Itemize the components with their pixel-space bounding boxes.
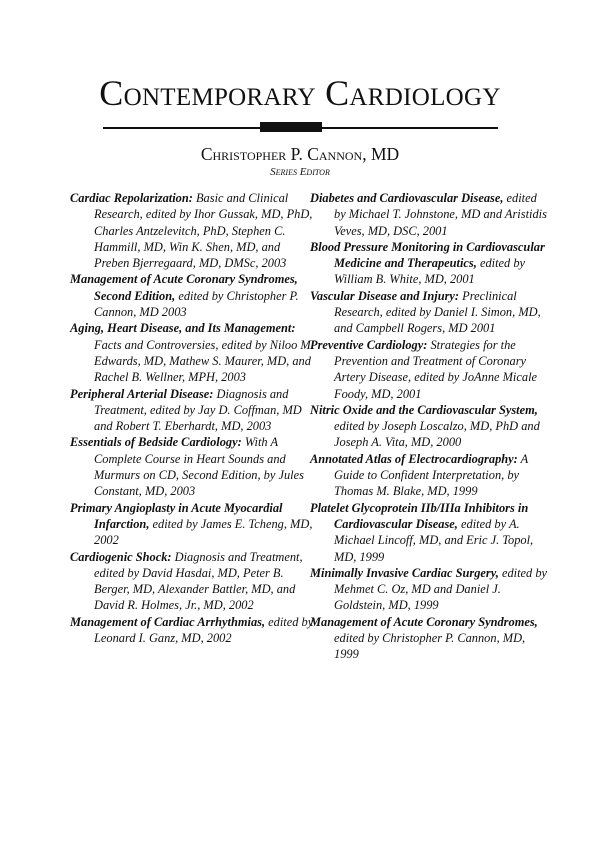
book-subtitle: Preclinical Research, [334, 288, 517, 320]
book-entry [70, 320, 315, 385]
book-subtitle: With A Complete Course in Heart Sounds and Murmurs on CD, Second Edition, [94, 435, 286, 483]
book-entry [310, 451, 550, 500]
book-title: Cardiogenic Shock: [70, 549, 172, 564]
book-title: Nitric Oxide and the Cardiovascular System, [310, 402, 538, 417]
book-title: Annotated Atlas of Electrocardiography: [310, 451, 518, 466]
book-byline: edited by David Hasdai, MD, Peter B. Berger, MD, Alexander Battler, MD, and David R. Holmes, Jr., MD, 2002 [94, 565, 296, 613]
book-byline: edited by A. Michael Lincoff, MD, and Eric J. Topol, MD, 1999 [334, 516, 534, 564]
book-entry [310, 402, 550, 451]
book-subtitle: Diagnosis and Treatment, [94, 386, 289, 417]
book-byline: edited by Leonard I. Ganz, MD, 2002 [94, 614, 314, 646]
book-title: Management of Cardiac Arrhythmias, [70, 614, 266, 629]
title-rule-block [260, 122, 322, 132]
book-entry [70, 386, 315, 435]
book-entry [70, 549, 315, 614]
book-title: Management of Acute Coronary Syndromes, [310, 614, 538, 629]
book-entry [70, 190, 315, 271]
book-subtitle: A Guide to Confident Interpretation, [334, 451, 528, 483]
book-byline: by Thomas M. Blake, MD, 1999 [334, 468, 520, 499]
book-subtitle: Diagnosis and Treatment, [171, 549, 303, 564]
book-byline: edited by Ihor Gussak, MD, PhD, Charles Antzelevitch, PhD, Stephen C. Hammill, MD, Win K. Shen, MD, and Preben Bjerregaard, MD, DMSc, 2003 [94, 207, 313, 271]
book-byline: edited by Joseph Loscalzo, MD, PhD and Joseph A. Vita, MD, 2000 [334, 419, 540, 450]
book-byline: edited by Christopher P. Cannon, MD 2003 [94, 288, 299, 320]
book-title: Essentials of Bedside Cardiology: [70, 435, 242, 450]
book-title: Diabetes and Cardiovascular Disease, [310, 191, 504, 205]
right-column [310, 190, 550, 663]
book-entry [70, 271, 315, 320]
series-title: Contemporary Cardiology [99, 73, 501, 113]
book-entry [70, 434, 315, 499]
book-title: Platelet Glycoprotein IIb/IIIa Inhibitors in Cardiovascular Disease, [310, 500, 529, 531]
book-byline: edited by James E. Tcheng, MD, 2002 [94, 516, 313, 548]
left-column [70, 190, 315, 646]
book-byline: edited by Daniel I. Simon, MD, and Campbell Rogers, MD 2001 [334, 305, 541, 336]
book-byline: edited by Niloo M. Edwards, MD, Mathew S. Maurer, MD, and Rachel B. Wellner, MPH, 2003 [94, 337, 314, 385]
book-entry [70, 614, 315, 647]
book-entry [310, 614, 550, 663]
book-entry [310, 288, 550, 337]
book-title: Cardiac Repolarization: [70, 191, 193, 205]
book-byline: by Jules Constant, MD, 2003 [94, 468, 304, 499]
editor-name: Christopher P. Cannon, MD [200, 144, 400, 164]
book-title: Aging, Heart Disease, and Its Management: [70, 321, 296, 336]
book-title: Management of Acute Coronary Syndromes, Second Edition, [70, 272, 298, 303]
book-byline: edited by JoAnne Micale Foody, MD, 2001 [334, 370, 538, 401]
editor-role: Series Editor [270, 166, 330, 178]
book-subtitle: Facts and Controversies, [94, 337, 219, 352]
book-entry [310, 190, 550, 239]
book-title: Primary Angioplasty in Acute Myocardial Infarction, [70, 500, 283, 531]
book-title: Vascular Disease and Injury: [310, 288, 460, 303]
book-byline: edited by William B. White, MD, 2001 [334, 256, 526, 287]
book-title: Blood Pressure Monitoring in Cardiovascular Medicine and Therapeutics, [310, 239, 545, 271]
book-entry [70, 500, 315, 549]
book-byline: edited by Michael T. Johnstone, MD and Aristidis Veves, MD, DSC, 2001 [334, 191, 547, 238]
book-entry [310, 565, 550, 614]
book-title: Peripheral Arterial Disease: [70, 386, 214, 401]
book-entry [310, 239, 550, 288]
book-subtitle: Strategies for the Prevention and Treatment of Coronary Artery Disease, [334, 337, 527, 385]
book-subtitle: Basic and Clinical Research, [94, 191, 289, 222]
book-entry [310, 500, 550, 565]
book-title: Preventive Cardiology: [310, 337, 428, 352]
book-byline: edited by Mehmet C. Oz, MD and Daniel J. Goldstein, MD, 1999 [334, 565, 548, 613]
book-byline: edited by Jay D. Coffman, MD and Robert T. Eberhardt, MD, 2003 [94, 402, 302, 434]
book-entry [310, 337, 550, 402]
book-byline: edited by Christopher P. Cannon, MD, 1999 [334, 631, 526, 662]
book-title: Minimally Invasive Cardiac Surgery, [310, 565, 499, 580]
